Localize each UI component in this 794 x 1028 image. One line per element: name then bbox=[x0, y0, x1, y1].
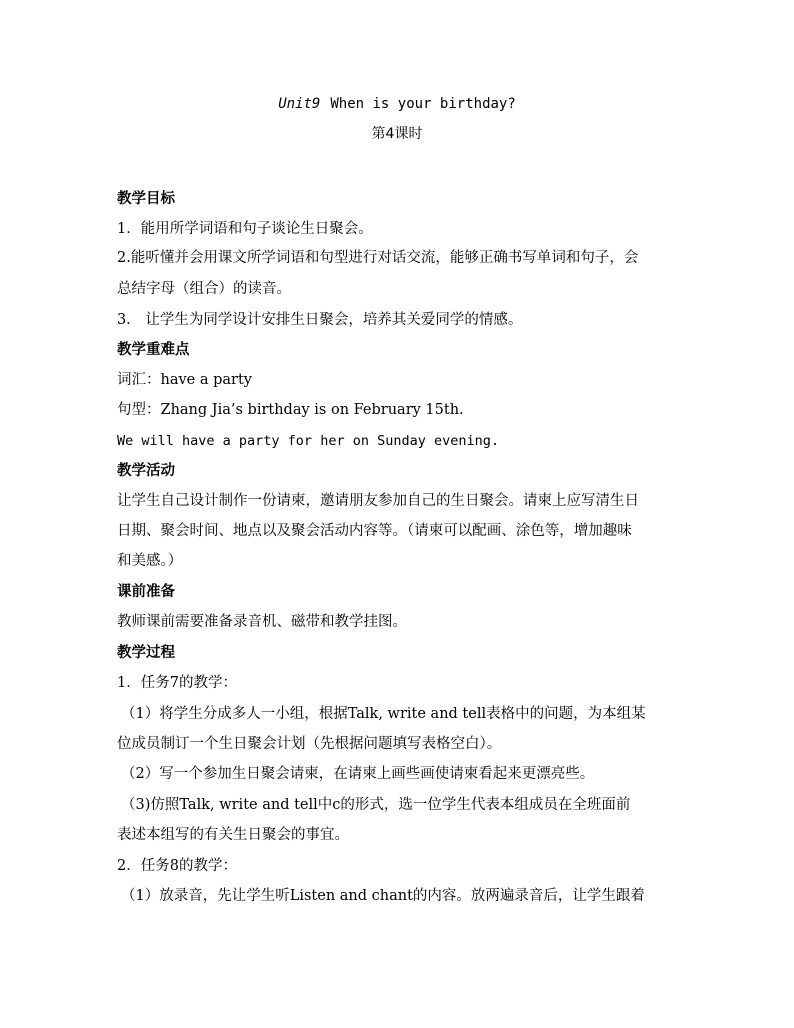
pattern-line-2: We will have a party for her on Sunday evening. bbox=[117, 433, 500, 449]
activity-line: 和美感。） bbox=[117, 553, 183, 569]
unit-number: Unit9 bbox=[278, 96, 321, 112]
objective-item: 总结字母（组合）的读音。 bbox=[117, 281, 291, 297]
task8-heading: 2．任务8的教学： bbox=[117, 858, 237, 874]
activity-line: 让学生自己设计制作一份请柬，邀请朋友参加自己的生日聚会。请柬上应写清生日 bbox=[117, 493, 639, 509]
objectives-heading: 教学目标 bbox=[117, 191, 175, 207]
task7-item: 表述本组写的有关生日聚会的事宜。 bbox=[117, 827, 349, 843]
objective-item: 1．能用所学词语和句子谈论生日聚会。 bbox=[117, 221, 373, 237]
unit-name: When is your birthday? bbox=[330, 96, 516, 112]
task7-item: （3)仿照Talk, write and tell中c的形式，选一位学生代表本组成员在全班面前 bbox=[121, 797, 631, 813]
vocab-line: 词汇：have a party bbox=[117, 372, 252, 388]
task7-item: （1）将学生分成多人一小组，根据Talk, write and tell表格中的问题，为本组某 bbox=[121, 706, 646, 722]
task8-item: （1）放录音，先让学生听Listen and chant的内容。放两遍录音后，让学生跟着 bbox=[121, 888, 645, 904]
objective-item: 3． 让学生为同学设计安排生日聚会，培养其关爱同学的情感。 bbox=[117, 312, 523, 328]
unit-title bbox=[0, 94, 794, 114]
process-heading: 教学过程 bbox=[117, 645, 175, 661]
preparation-heading: 课前准备 bbox=[117, 584, 175, 600]
activity-line: 日期、聚会时间、地点以及聚会活动内容等。（请柬可以配画、涂色等，增加趣味 bbox=[117, 523, 632, 539]
key-points-heading: 教学重难点 bbox=[117, 342, 190, 358]
pattern-line: 句型：Zhang Jia’s birthday is on February 15th. bbox=[117, 402, 464, 418]
task7-heading: 1．任务7的教学： bbox=[117, 675, 237, 691]
activity-heading: 教学活动 bbox=[117, 463, 175, 479]
task7-item: （2）写一个参加生日聚会请柬，在请柬上画些画使请柬看起来更漂亮些。 bbox=[121, 766, 595, 782]
lesson-number: 第4课时 bbox=[371, 126, 423, 142]
objective-item: 2.能听懂并会用课文所学词语和句型进行对话交流，能够正确书写单词和句子，会 bbox=[117, 250, 639, 266]
task7-item: 位成员制订一个生日聚会计划（先根据问题填写表格空白）。 bbox=[117, 736, 502, 752]
preparation-text: 教师课前需要准备录音机、磁带和教学挂图。 bbox=[117, 614, 407, 630]
